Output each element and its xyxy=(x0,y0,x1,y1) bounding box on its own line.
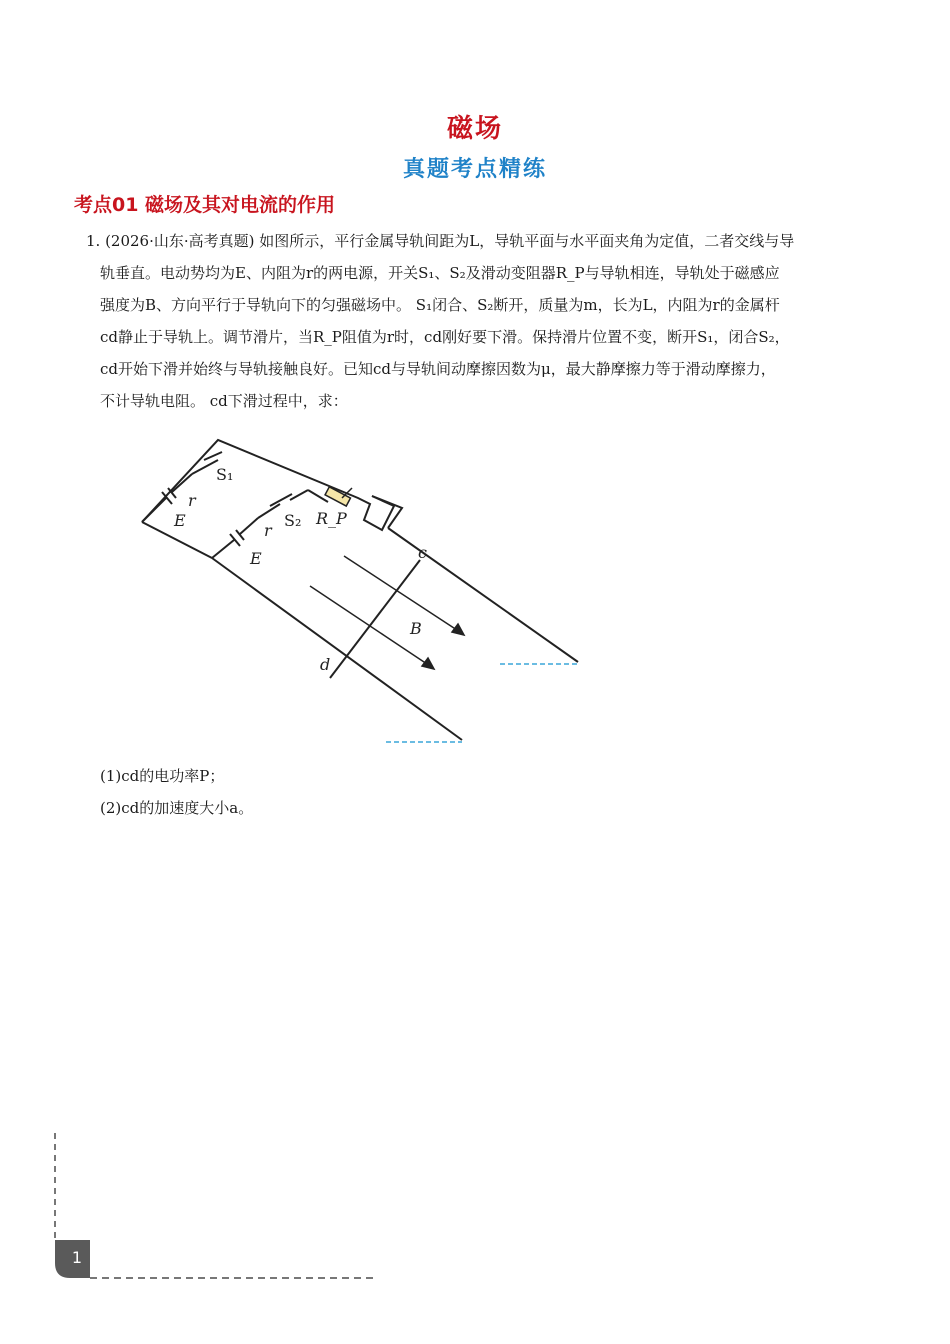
label-e2: E xyxy=(250,549,262,568)
problem-text xyxy=(86,225,886,417)
question-1: (1)cd的电功率P； xyxy=(100,767,225,785)
problem-line: cd静止于导轨上。调节滑片，当R_P阻值为r时，cd刚好要下滑。保持滑片位置不变，断开S₁，闭合S₂， xyxy=(100,328,790,346)
problem-line: 轨垂直。电动势均为E、内阻为r的两电源，开关S₁、S₂及滑动变阻器R_P与导轨相连，导轨处于磁感应 xyxy=(100,264,780,282)
problem-line: cd开始下滑并始终与导轨接触良好。已知cd与导轨间动摩擦因数为μ，最大静摩擦力等于滑动摩擦力， xyxy=(100,360,776,378)
label-e1: E xyxy=(174,511,186,530)
label-s2: S₂ xyxy=(284,511,302,530)
questions xyxy=(100,760,253,824)
label-s1: S₁ xyxy=(216,465,234,484)
label-r2: r xyxy=(264,521,272,540)
section-heading: 考点01 磁场及其对电流的作用 xyxy=(74,194,336,216)
circuit-diagram xyxy=(130,430,600,760)
page-number: 1 xyxy=(71,1248,83,1267)
page-subtitle: 真题考点精练 xyxy=(402,157,547,182)
label-b: B xyxy=(410,619,422,638)
problem-line: 不计导轨电阻。 cd下滑过程中，求： xyxy=(100,392,348,410)
question-2: (2)cd的加速度大小a。 xyxy=(100,799,254,817)
label-rp: R_P xyxy=(316,509,347,528)
problem-line: 1. (2026·山东·高考真题) 如图所示，平行金属导轨间距为L，导轨平面与水平面夹角为定值，二者交线与导 xyxy=(86,232,795,250)
problem-line: 强度为B、方向平行于导轨向下的匀强磁场中。 S₁闭合、S₂断开，质量为m，长为L，内阻为r的金属杆 xyxy=(100,296,780,314)
page-title: 磁场 xyxy=(446,114,503,144)
label-d: d xyxy=(320,655,331,674)
label-r1: r xyxy=(188,491,196,510)
label-c: c xyxy=(418,543,427,562)
page-footer-decoration xyxy=(0,1128,400,1288)
